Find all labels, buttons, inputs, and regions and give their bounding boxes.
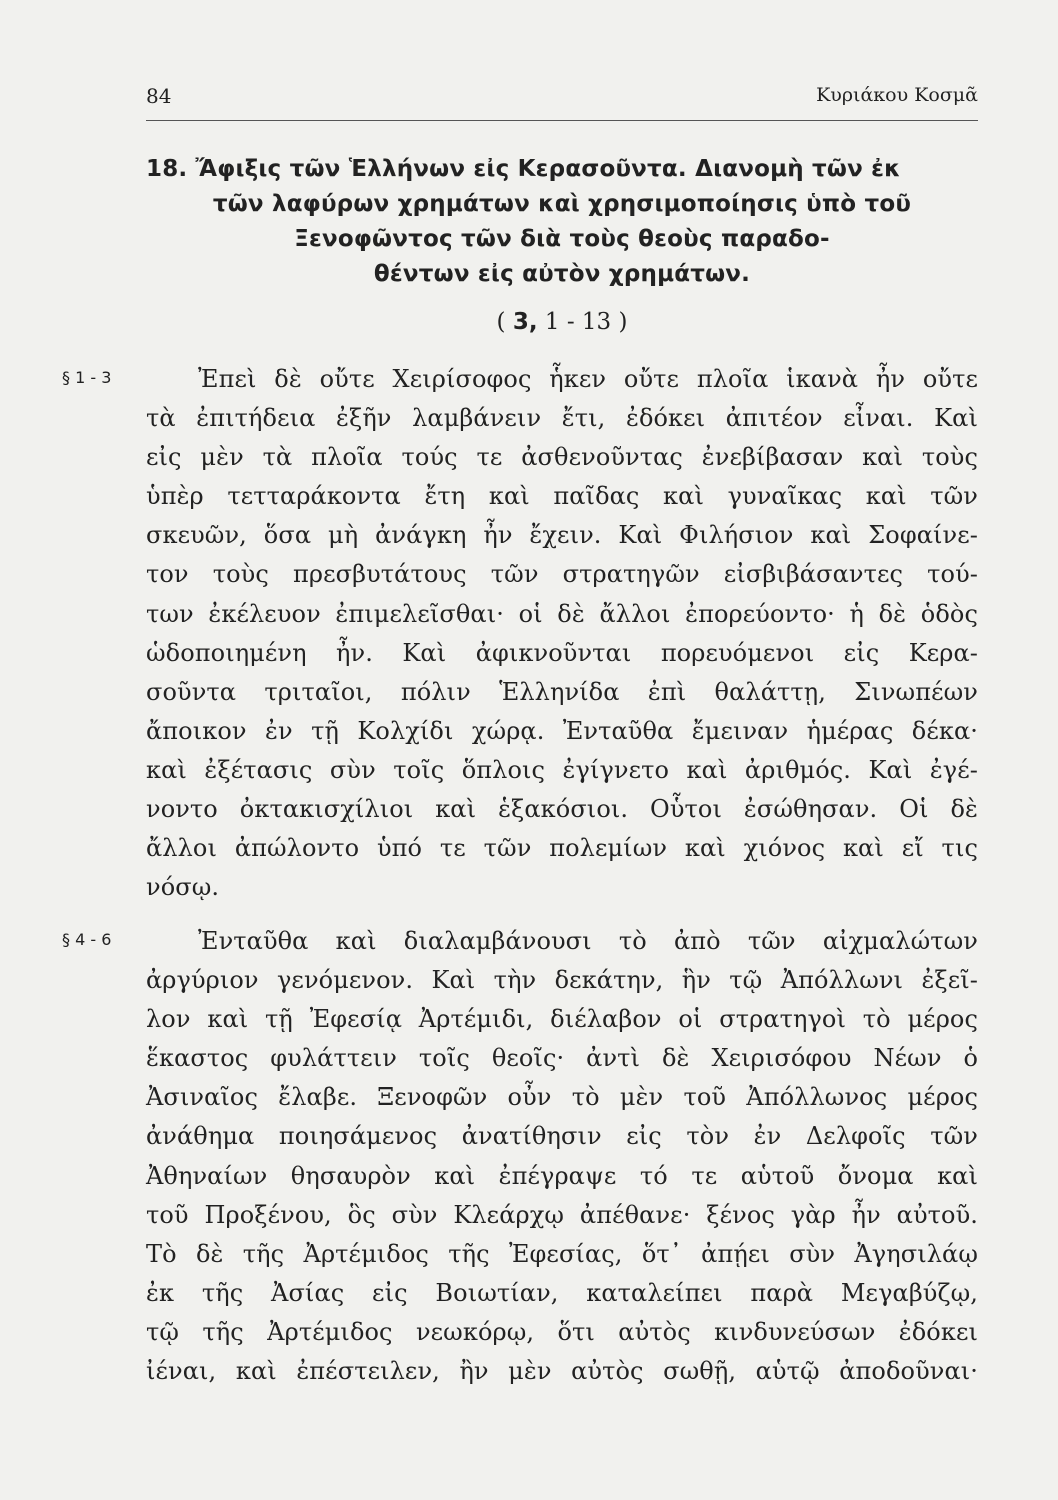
text-line: τὰ ἐπιτήδεια ἐξῆν λαμβάνειν ἔτι, ἐδόκει ἀπιτέον εἶναι. Καὶ [146,404,978,433]
text-line: ἄποικον ἐν τῇ Κολχίδι χώρᾳ. Ἐνταῦθα ἔμειναν ἡμέρας δέκα· [146,716,978,745]
text-line: Ἀσιναῖος ἔλαβε. Ξενοφῶν οὖν τὸ μὲν τοῦ Ἀπόλλωνος μέρος [146,1083,978,1112]
heading-line: Ξενοφῶντος τῶν διὰ τοὺς θεοὺς παραδο- [294,226,830,252]
section-marker: § 4 - 6 [62,930,112,949]
text-line: λον καὶ τῇ Ἐφεσίᾳ Ἀρτέμιδι, διέλαβον οἱ στρατηγοὶ τὸ μέρος [146,1005,978,1034]
text-line: ὑπὲρ τετταράκοντα ἔτη καὶ παῖδας καὶ γυναῖκας καὶ τῶν [146,482,978,511]
text-line: Τὸ δὲ τῆς Ἀρτέμιδος τῆς Ἐφεσίας, ὅτ᾽ ἀπῄει σὺν Ἀγησιλάῳ [146,1239,978,1268]
text-line: καὶ ἐξέτασις σὺν τοῖς ὅπλοις ἐγίγνετο καὶ ἀριθμός. Καὶ ἐγέ- [146,755,978,784]
source-reference [146,302,978,342]
text-line: ἐκ τῆς Ἀσίας εἰς Βοιωτίαν, καταλείπει παρὰ Μεγαβύζῳ, [146,1278,978,1307]
section-1-3 [62,360,978,907]
text-line: νόσῳ. [146,873,220,902]
text-line: Ἀθηναίων θησαυρὸν καὶ ἐπέγραψε τό τε αὑτοῦ ὄνομα καὶ [146,1161,978,1190]
text-line: ἀνάθημα ποιησάμενος ἀνατίθησιν εἰς τὸν ἐν Δελφοῖς τῶν [146,1122,978,1151]
text-line: τοῦ Προξένου, ὃς σὺν Κλεάρχῳ ἀπέθανε· ξένος γὰρ ἦν αὐτοῦ. [146,1200,978,1229]
text-line: ἕκαστος φυλάττειν τοῖς θεοῖς· ἀντὶ δὲ Χειρισόφου Νέων ὁ [146,1044,978,1073]
text-line: Ἐνταῦθα καὶ διαλαμβάνουσι τὸ ἀπὸ τῶν αἰχμαλώτων [198,927,978,955]
heading-line: τῶν λαφύρων χρημάτων καὶ χρησιμοποίησις ὑπὸ τοῦ [212,191,912,217]
heading-line: 18. Ἄφιξις τῶν Ἑλλήνων εἰς Κερασοῦντα. Διανομὴ τῶν ἐκ [146,156,901,182]
text-line: ὡδοποιημένη ἦν. Καὶ ἀφικνοῦνται πορευόμενοι εἰς Κερα- [146,638,978,667]
text-line: ἀργύριον γενόμενον. Καὶ τὴν δεκάτην, ἣν τῷ Ἀπόλλωνι ἐξεῖ- [146,966,978,995]
text-line: σοῦντα τριταῖοι, πόλιν Ἑλληνίδα ἐπὶ θαλάττῃ, Σινωπέων [146,677,978,706]
reference-chapter: 3, [512,309,538,335]
text-line: σκευῶν, ὅσα μὴ ἀνάγκη ἦν ἔχειν. Καὶ Φιλήσιον καὶ Σοφαίνε- [146,521,978,550]
header-rule [146,120,978,121]
text-line: εἰς μὲν τὰ πλοῖα τούς τε ἀσθενοῦντας ἐνεβίβασαν καὶ τοὺς [146,443,978,472]
section-paragraph [146,360,978,907]
text-line: τῷ τῆς Ἀρτέμιδος νεωκόρῳ, ὅτι αὐτὸς κινδυνεύσων ἐδόκει [146,1317,978,1346]
section-4-6 [62,922,978,1391]
section-marker: § 1 - 3 [62,368,112,387]
text-line: τον τοὺς πρεσβυτάτους τῶν στρατηγῶν εἰσβιβάσαντες τού- [146,560,978,589]
text-line: ἄλλοι ἀπώλοντο ὑπό τε τῶν πολεμίων καὶ χιόνος καὶ εἴ τις [146,834,978,863]
text-line: Ἐπεὶ δὲ οὔτε Χειρίσοφος ἧκεν οὔτε πλοῖα ἱκανὰ ἦν οὔτε [198,365,978,393]
reference-open: ( [496,309,513,335]
text-line: νοντο ὀκτακισχίλιοι καὶ ἑξακόσιοι. Οὗτοι ἐσώθησαν. Οἱ δὲ [146,795,978,824]
text-line: ἰέναι, καὶ ἐπέστειλεν, ἢν μὲν αὐτὸς σωθῇ, αὑτῷ ἀποδοῦναι· [146,1357,978,1386]
reference-range: 1 - 13 ) [537,309,628,335]
page-header [146,84,978,118]
text-line: των ἐκέλευον ἐπιμελεῖσθαι· οἱ δὲ ἄλλοι ἐπορεύοντο· ἡ δὲ ὁδὸς [146,599,978,628]
page-number: 84 [146,84,172,108]
chapter-heading [146,152,978,292]
heading-line: θέντων εἰς αὐτὸν χρημάτων. [373,261,751,287]
section-paragraph [146,922,978,1391]
running-title: Κυριάκου Κοσμᾶ [816,84,978,106]
